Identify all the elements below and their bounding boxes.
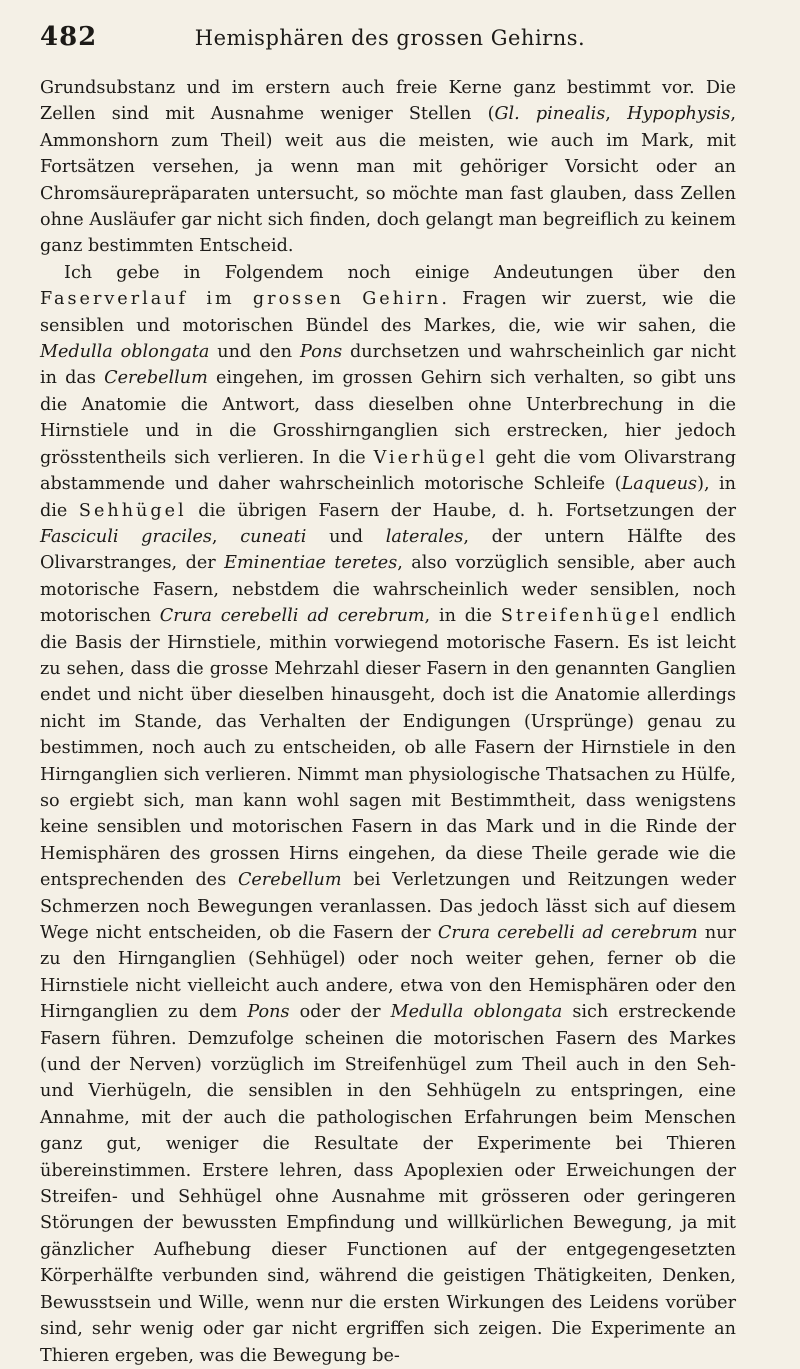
page-header [40, 22, 740, 58]
body-text [40, 75, 736, 1369]
paragraph-2: Ich gebe in Folgendem noch einige Andeutungen über den Faserverlauf im grossen Gehirn. Fragen wir zuerst, wie die sensiblen und motorischen Bündel des Markes, die, wie wir sahen, die Medulla oblongata und den Pons durchsetzen und wahrscheinlich gar nicht in das Cerebellum eingehen, im grossen Gehirn sich verhalten, so gibt uns die Anatomie die Antwort, dass dieselben ohne Unterbrechung in die Hirnstiele und in die Grosshirnganglien sich erstrecken, hier jedoch grösstentheils sich verlieren. In die Vierhügel geht die vom Olivarstrang abstammende und daher wahrscheinlich motorische Schleife (Laqueus), in die Sehhügel die übrigen Fasern der Haube, d. h. Fortsetzungen der Fasciculi graciles, cuneati und laterales, der untern Hälfte des Olivarstranges, der Eminentiae teretes, also vorzüglich sensible, aber auch motorische Fasern, nebstdem die wahrscheinlich weder sensiblen, noch motorischen Crura cerebelli ad cerebrum, in die Streifenhügel endlich die Basis der Hirnstiele, mithin vorwiegend motorische Fasern. Es ist leicht zu sehen, dass die grosse Mehrzahl dieser Fasern in den genannten Ganglien endet und nicht über dieselben hinausgeht, doch ist die Anatomie allerdings nicht im Stande, das Verhalten der Endigungen (Ursprünge) genau zu bestimmen, noch auch zu entscheiden, ob alle Fasern der Hirnstiele in den Hirnganglien sich verlieren. Nimmt man physiologische Thatsachen zu Hülfe, so ergiebt sich, man kann wohl sagen mit Bestimmtheit, dass wenigstens keine sensiblen und motorischen Fasern in das Mark und in die Rinde der Hemisphären des grossen Hirns eingehen, da diese Theile gerade wie die entsprechenden des Cerebellum bei Verletzungen und Reitzungen weder Schmerzen noch Bewegungen veranlassen. Das jedoch lässt sich auf diesem Wege nicht entscheiden, ob die Fasern der Crura cerebelli ad cerebrum nur zu den Hirnganglien (Sehhügel) oder noch weiter gehen, ferner ob die Hirnstiele nicht vielleicht auch andere, etwa von den Hemisphären oder den Hirnganglien zu dem Pons oder der Medulla oblongata sich erstreckende Fasern führen. Demzufolge scheinen die motorischen Fasern des Markes (und der Nerven) vorzüglich im Streifenhügel zum Theil auch in den Seh- und Vierhügeln, die sensiblen in den Sehhügeln zu entspringen, eine Annahme, mit der auch die pathologischen Erfahrungen beim Menschen ganz gut, weniger die Resultate der Experimente bei Thieren übereinstimmen. Erstere lehren, dass Apoplexien oder Erweichungen der Streifen- und Sehhügel ohne Ausnahme mit grösseren oder geringeren Störungen der bewussten Empfindung und willkürlichen Bewegung, ja mit gänzlicher Aufhebung dieser Functionen auf der entgegengesetzten Körperhälfte verbunden sind, während die geistigen Thätigkeiten, Denken, Bewusstsein und Wille, wenn nur die ersten Wirkungen des Leidens vorüber sind, sehr wenig oder gar nicht ergriffen sich zeigen. Die Experimente an Thieren ergeben, was die Bewegung be- [40, 262, 737, 1366]
page-number: 482 [40, 22, 98, 52]
running-title: Hemisphären des grossen Gehirns. [194, 26, 586, 50]
paragraph-1: Grundsubstanz und im erstern auch freie Kerne ganz bestimmt vor. Die Zellen sind mit Ausnahme weniger Stellen (Gl. pinealis, Hypophysis, Ammonshorn zum Theil) weit aus die meisten, wie auch im Mark, mit Fortsätzen versehen, ja wenn man mit gehöriger Vorsicht oder an Chromsäurepräparaten untersucht, so möchte man fast glauben, dass Zellen ohne Ausläufer gar nicht sich finden, doch gelangt man begreiflich zu keinem ganz bestimmten Entscheid. [40, 78, 737, 257]
